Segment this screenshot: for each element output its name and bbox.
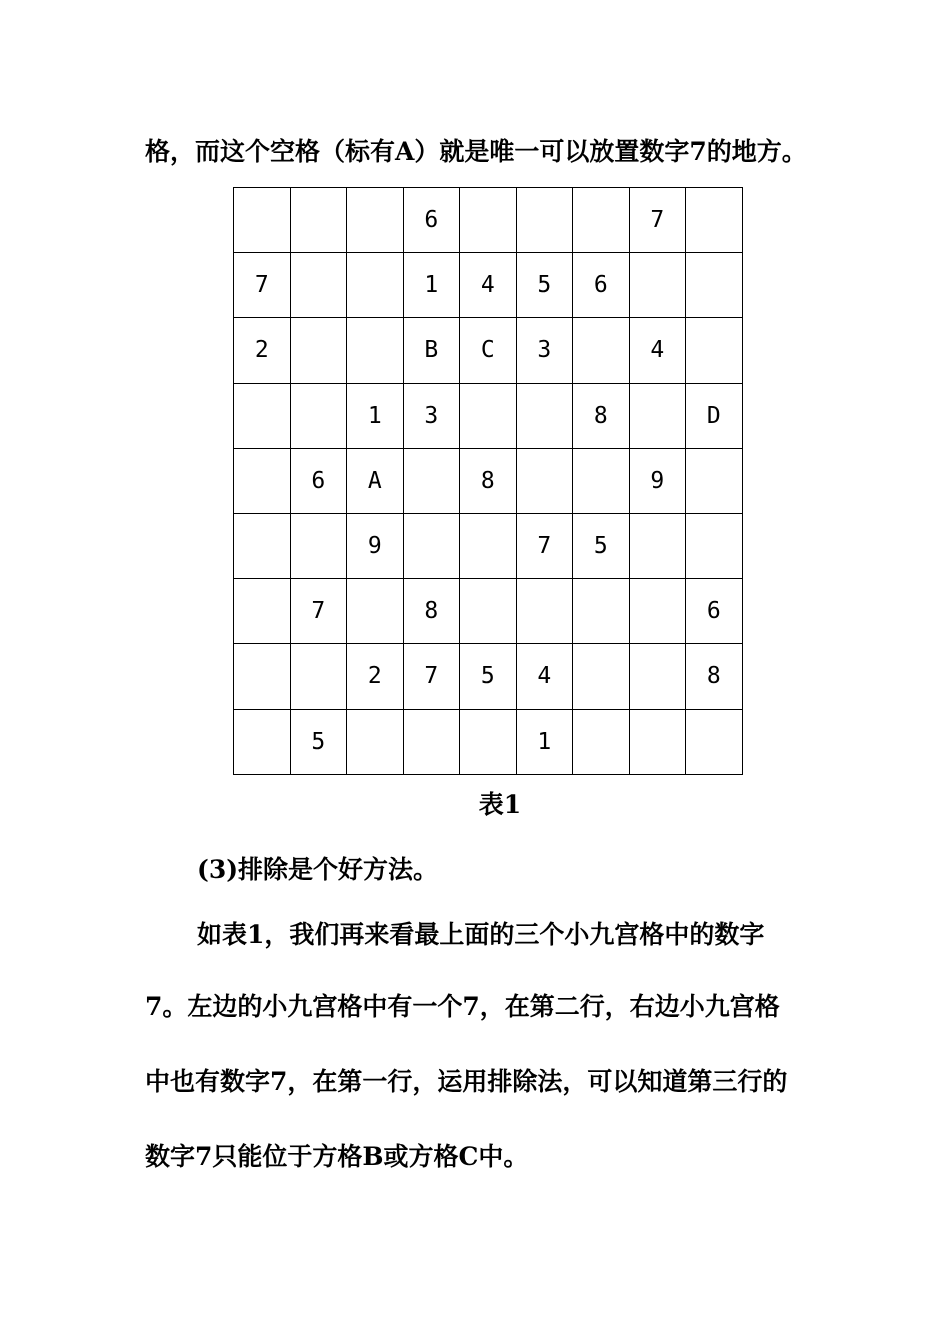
paragraph-line: 如表1，我们再来看最上面的三个小九宫格中的数字 xyxy=(197,920,765,949)
grid-cell: 7 xyxy=(290,579,347,644)
grid-cell xyxy=(629,579,686,644)
grid-cell xyxy=(629,709,686,774)
grid-cell xyxy=(234,513,291,578)
grid-cell: 3 xyxy=(516,318,573,383)
grid-cell xyxy=(347,188,404,253)
paragraph-line: 数字7只能位于方格B或方格C中。 xyxy=(145,1142,529,1171)
grid-cell xyxy=(573,644,630,709)
grid-cell xyxy=(234,188,291,253)
grid-cell: D xyxy=(686,383,743,448)
grid-cell xyxy=(629,253,686,318)
table-row xyxy=(234,644,743,709)
grid-cell xyxy=(629,383,686,448)
grid-cell xyxy=(290,318,347,383)
grid-cell: 7 xyxy=(403,644,460,709)
table-row xyxy=(234,318,743,383)
grid-cell xyxy=(460,709,517,774)
paragraph-line: 中也有数字7，在第一行，运用排除法，可以知道第三行的 xyxy=(145,1067,788,1096)
grid-cell: B xyxy=(403,318,460,383)
grid-cell xyxy=(573,188,630,253)
grid-cell xyxy=(234,709,291,774)
grid-cell xyxy=(290,253,347,318)
grid-cell xyxy=(516,383,573,448)
table-caption: 表1 xyxy=(478,790,522,819)
table-row xyxy=(234,253,743,318)
grid-cell xyxy=(686,709,743,774)
grid-cell xyxy=(573,709,630,774)
grid-cell: 5 xyxy=(290,709,347,774)
grid-cell: 1 xyxy=(347,383,404,448)
grid-cell: 5 xyxy=(460,644,517,709)
grid-cell xyxy=(290,188,347,253)
table-row xyxy=(234,579,743,644)
grid-cell: 7 xyxy=(234,253,291,318)
table-row xyxy=(234,709,743,774)
grid-cell xyxy=(403,513,460,578)
grid-cell: 4 xyxy=(460,253,517,318)
grid-cell: 3 xyxy=(403,383,460,448)
grid-cell: 4 xyxy=(629,318,686,383)
grid-cell xyxy=(629,644,686,709)
grid-cell xyxy=(234,579,291,644)
grid-cell: 1 xyxy=(403,253,460,318)
section-heading: (3)排除是个好方法。 xyxy=(197,855,439,884)
grid-cell xyxy=(686,188,743,253)
grid-cell xyxy=(403,709,460,774)
grid-cell: 8 xyxy=(573,383,630,448)
grid-cell: 7 xyxy=(629,188,686,253)
grid-cell: 5 xyxy=(573,513,630,578)
grid-cell: 6 xyxy=(686,579,743,644)
grid-cell: 5 xyxy=(516,253,573,318)
paragraph-line: 格，而这个空格（标有A）就是唯一可以放置数字7的地方。 xyxy=(145,137,807,166)
grid-cell xyxy=(686,318,743,383)
table-row xyxy=(234,448,743,513)
grid-cell xyxy=(516,579,573,644)
sudoku-body xyxy=(234,188,743,775)
grid-cell xyxy=(573,579,630,644)
grid-cell: 4 xyxy=(516,644,573,709)
grid-cell: 8 xyxy=(686,644,743,709)
grid-cell xyxy=(686,253,743,318)
grid-cell: 6 xyxy=(290,448,347,513)
grid-cell: 2 xyxy=(234,318,291,383)
grid-cell xyxy=(460,579,517,644)
grid-cell xyxy=(460,513,517,578)
grid-cell xyxy=(516,448,573,513)
grid-cell xyxy=(347,709,404,774)
grid-cell xyxy=(686,448,743,513)
grid-cell xyxy=(290,383,347,448)
grid-cell xyxy=(347,253,404,318)
paragraph-line: 7。左边的小九宫格中有一个7，在第二行，右边小九宫格 xyxy=(145,992,780,1021)
grid-cell xyxy=(290,644,347,709)
grid-cell: 7 xyxy=(516,513,573,578)
grid-cell xyxy=(686,513,743,578)
grid-cell xyxy=(234,448,291,513)
grid-cell xyxy=(573,448,630,513)
table-row xyxy=(234,188,743,253)
grid-cell: 8 xyxy=(403,579,460,644)
grid-cell xyxy=(347,318,404,383)
grid-cell xyxy=(347,579,404,644)
grid-cell xyxy=(460,188,517,253)
grid-cell xyxy=(290,513,347,578)
grid-cell xyxy=(629,513,686,578)
grid-cell xyxy=(234,383,291,448)
table-row xyxy=(234,383,743,448)
grid-cell: 2 xyxy=(347,644,404,709)
table-row xyxy=(234,513,743,578)
grid-cell: 8 xyxy=(460,448,517,513)
grid-cell: C xyxy=(460,318,517,383)
grid-cell xyxy=(403,448,460,513)
grid-cell: 9 xyxy=(629,448,686,513)
grid-cell xyxy=(573,318,630,383)
grid-cell: A xyxy=(347,448,404,513)
grid-cell xyxy=(516,188,573,253)
grid-cell: 1 xyxy=(516,709,573,774)
grid-cell xyxy=(234,644,291,709)
grid-cell: 9 xyxy=(347,513,404,578)
grid-cell: 6 xyxy=(403,188,460,253)
grid-cell xyxy=(460,383,517,448)
sudoku-table xyxy=(233,187,743,775)
grid-cell: 6 xyxy=(573,253,630,318)
